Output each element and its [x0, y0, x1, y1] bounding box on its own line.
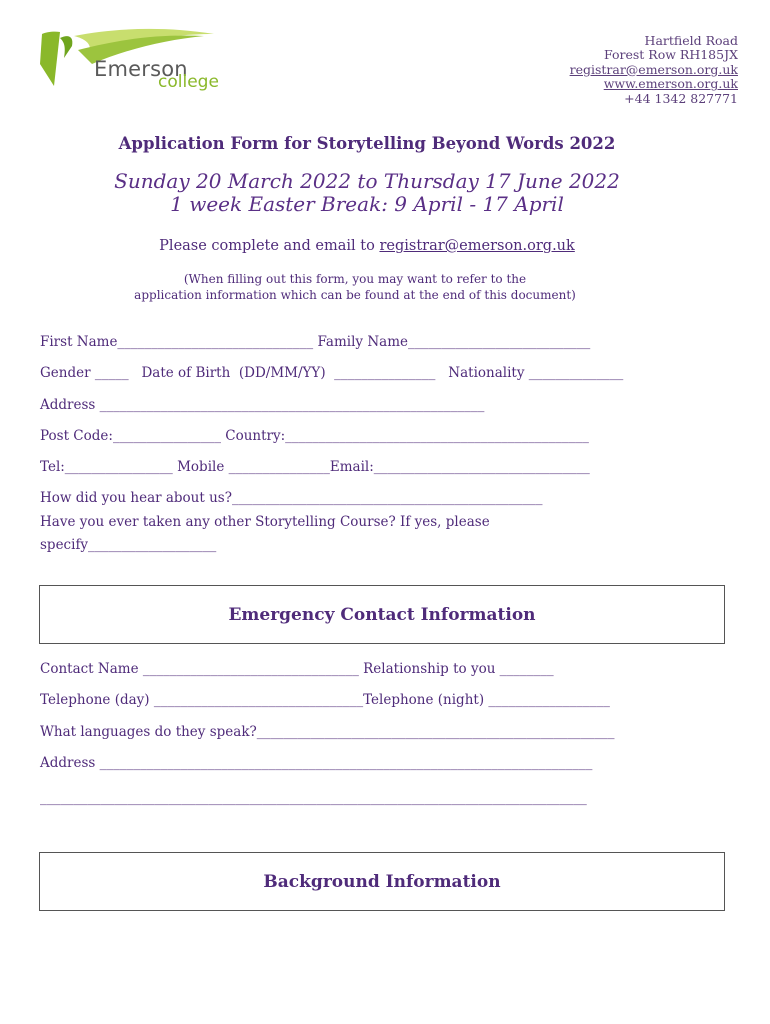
address-line-2: Forest Row RH185JX [604, 47, 738, 63]
phone-number: +44 1342 827771 [624, 90, 738, 106]
note-line-1: (When filling out this form, you may want to refer to the [183, 272, 527, 286]
emergency-heading-box [39, 585, 725, 644]
logo-word-emerson: Emerson [94, 57, 188, 81]
contact-block [570, 34, 738, 106]
dates-line-1: Sunday 20 March 2022 to Thursday 17 June 2022 [114, 169, 620, 193]
form-title: Application Form for Storytelling Beyond Words 2022 [118, 134, 616, 153]
other-course-specify-field[interactable]: specify___________________ [40, 537, 217, 553]
background-heading: Background Information [263, 872, 501, 892]
email-link[interactable]: registrar@emerson.org.uk [569, 61, 738, 77]
note-line-2: application information which can be found at the end of this document) [134, 287, 576, 302]
please-text: Please complete and email to [159, 238, 375, 254]
emergency-languages-field[interactable]: What languages do they speak?_____________________________________________________ [40, 724, 615, 740]
registrar-email-link[interactable]: registrar@emerson.org.uk [379, 238, 575, 254]
submit-instructions [0, 238, 734, 254]
address-field[interactable]: Address _________________________________________________________ [40, 397, 485, 413]
emergency-heading: Emergency Contact Information [228, 605, 536, 625]
course-dates [0, 170, 734, 216]
name-fields[interactable]: First Name_____________________________ Family Name___________________________ [40, 334, 591, 350]
address-line-1: Hartfield Road [644, 33, 738, 48]
emergency-address-field[interactable]: Address _________________________________________________________________________ [40, 755, 593, 771]
tel-mobile-email-fields[interactable]: Tel:________________ Mobile _______________Email:________________________________ [40, 459, 590, 475]
reference-note [0, 272, 710, 303]
emergency-telephone-fields[interactable]: Telephone (day) _______________________________Telephone (night) __________________ [40, 692, 610, 708]
gender-dob-nationality-fields[interactable]: Gender _____ Date of Birth (DD/MM/YY) _______________ Nationality ______________ [40, 365, 624, 381]
website-link[interactable]: www.emerson.org.uk [603, 76, 738, 92]
emergency-address-continued-field[interactable]: _________________________________________________________________________________ [40, 790, 587, 806]
logo-word-college: college [158, 72, 219, 92]
emergency-contact-name-field[interactable]: Contact Name ________________________________ Relationship to you ________ [40, 661, 554, 677]
postcode-country-fields[interactable]: Post Code:________________ Country:_____________________________________________ [40, 428, 589, 444]
other-course-question: Have you ever taken any other Storytelling Course? If yes, please [40, 514, 490, 530]
dates-line-2: 1 week Easter Break: 9 April - 17 April [170, 192, 564, 216]
background-heading-box [39, 852, 725, 911]
hear-about-us-field[interactable]: How did you hear about us?______________________________________________ [40, 490, 543, 506]
